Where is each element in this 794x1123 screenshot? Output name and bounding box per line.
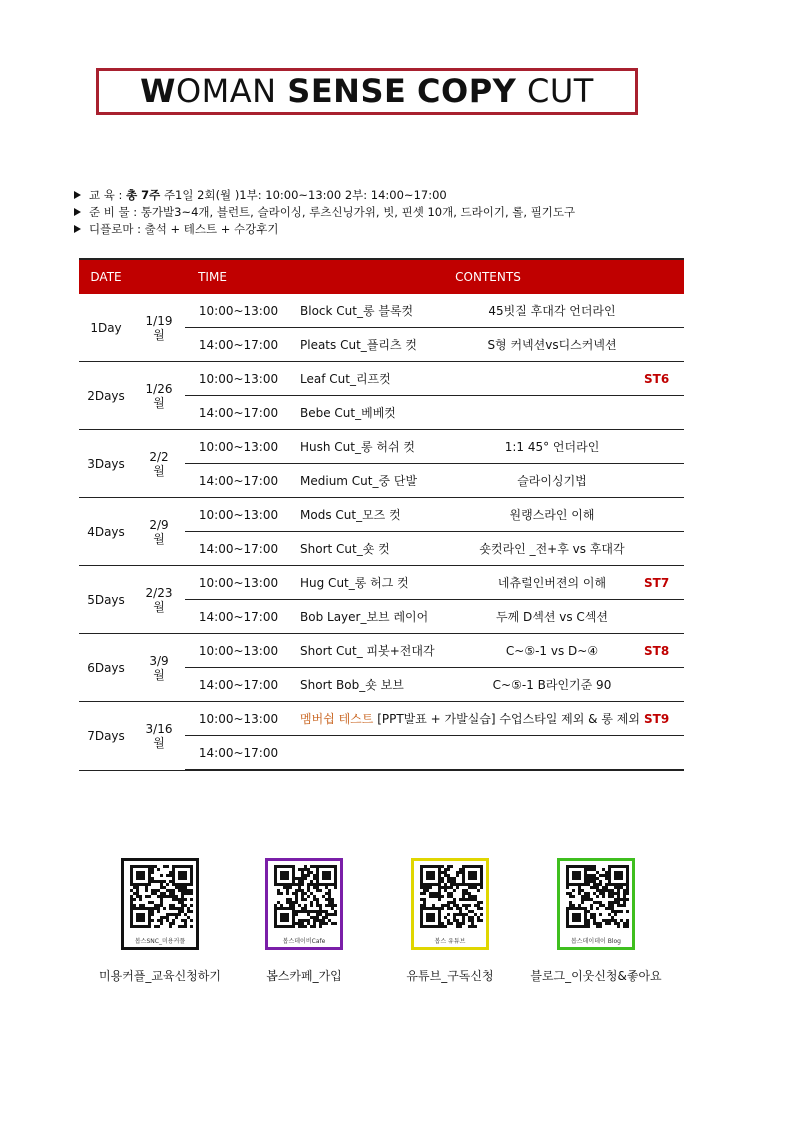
- time-cell: 10:00~13:00: [185, 362, 292, 396]
- content-cell: [292, 702, 644, 736]
- content-note: S형 커넥션vs디스커넥션: [460, 328, 644, 362]
- date-cell: [133, 498, 185, 566]
- schedule-table: [79, 258, 684, 771]
- date-text: 1/19: [145, 313, 173, 328]
- qr-code-icon: [420, 865, 483, 928]
- date-cell: [133, 702, 185, 771]
- qr-label: 미용커플_교육신청하기: [99, 969, 221, 983]
- style-test-badge: [644, 464, 684, 498]
- content-note: [460, 736, 644, 771]
- info-diploma: [74, 221, 575, 238]
- content-note: C~⑤-1 B라인기준 90: [460, 668, 644, 702]
- time-cell: 14:00~17:00: [185, 532, 292, 566]
- content-note: 원랭스라인 이해: [460, 498, 644, 532]
- qr-code[interactable]: [265, 858, 343, 950]
- style-test-badge: ST7: [644, 566, 684, 600]
- course-info: [74, 187, 575, 238]
- content-note: C~⑤-1 vs D~④: [460, 634, 644, 668]
- date-text: 2/23: [145, 585, 173, 600]
- time-cell: 14:00~17:00: [185, 736, 292, 771]
- content-title: Leaf Cut_리프컷: [292, 362, 460, 396]
- weekday-text: 월: [153, 395, 165, 410]
- style-test-badge: [644, 294, 684, 328]
- content-title: Block Cut_롱 블록컷: [292, 294, 460, 328]
- info-schedule: 주1일 2회(월 )1부: 10:00~13:00 2부: 14:00~17:00: [160, 188, 447, 202]
- content-note: 네츄럴인버젼의 이해: [460, 566, 644, 600]
- qr-label: 블로그_이웃신청&좋아요: [530, 969, 662, 983]
- table-header-row: [79, 259, 684, 294]
- qr-label: 유튜브_구독신청: [406, 969, 494, 983]
- title-copy: COPY: [417, 72, 517, 110]
- content-note: 숏컷라인 _전+후 vs 후대각: [460, 532, 644, 566]
- qr-item[interactable]: [224, 858, 384, 984]
- content-note: 1:1 45° 언더라인: [460, 430, 644, 464]
- style-test-badge: [644, 498, 684, 532]
- info-education-label: 교 육 :: [89, 188, 127, 202]
- time-cell: 14:00~17:00: [185, 328, 292, 362]
- date-cell: [133, 566, 185, 634]
- content-title: Mods Cut_모즈 컷: [292, 498, 460, 532]
- style-test-badge: [644, 532, 684, 566]
- weekday-text: 월: [153, 327, 165, 342]
- style-test-badge: [644, 736, 684, 771]
- info-supplies: [74, 204, 575, 221]
- time-cell: 10:00~13:00: [185, 634, 292, 668]
- content-title: Short Bob_숏 보브: [292, 668, 460, 702]
- title-sense: SENSE: [287, 72, 407, 110]
- time-cell: 14:00~17:00: [185, 396, 292, 430]
- style-test-badge: [644, 396, 684, 430]
- table-row: [79, 430, 684, 464]
- time-cell: 10:00~13:00: [185, 566, 292, 600]
- bullet-arrow-icon: [74, 225, 81, 233]
- content-title: [292, 736, 460, 771]
- content-title: Hug Cut_롱 허그 컷: [292, 566, 460, 600]
- qr-code-icon: [274, 865, 337, 928]
- time-cell: 10:00~13:00: [185, 294, 292, 328]
- date-text: 2/9: [149, 517, 169, 532]
- day-label: 6Days: [79, 634, 133, 702]
- content-note: [460, 396, 644, 430]
- qr-caption: 봅스SNC_미용커플: [134, 938, 186, 945]
- info-diploma-text: 디플로마 : 출석 + 테스트 + 수강후기: [89, 222, 279, 236]
- date-text: 1/26: [145, 381, 173, 396]
- style-test-badge: ST6: [644, 362, 684, 396]
- time-cell: 10:00~13:00: [185, 498, 292, 532]
- time-cell: 14:00~17:00: [185, 600, 292, 634]
- content-title: Medium Cut_중 단발: [292, 464, 460, 498]
- date-text: 2/2: [149, 449, 169, 464]
- info-weeks: 총 7주: [126, 188, 161, 202]
- style-test-badge: [644, 668, 684, 702]
- header-time: TIME: [133, 259, 292, 294]
- style-test-badge: ST8: [644, 634, 684, 668]
- title-cut: CUT: [527, 72, 594, 110]
- day-label: 5Days: [79, 566, 133, 634]
- content-title: Pleats Cut_플리츠 컷: [292, 328, 460, 362]
- membership-test-label: 멤버쉽 테스트: [300, 712, 374, 726]
- date-cell: [133, 430, 185, 498]
- style-test-badge: ST9: [644, 702, 684, 736]
- content-note: 두께 D섹션 vs C섹션: [460, 600, 644, 634]
- content-note: 슬라이싱기법: [460, 464, 644, 498]
- content-title: Bebe Cut_베베컷: [292, 396, 460, 430]
- table-row: [79, 566, 684, 600]
- qr-caption: 봅스데이비Cafe: [282, 938, 326, 945]
- bullet-arrow-icon: [74, 208, 81, 216]
- day-label: 7Days: [79, 702, 133, 771]
- day-label: 1Day: [79, 294, 133, 362]
- table-row: [79, 634, 684, 668]
- day-label: 2Days: [79, 362, 133, 430]
- weekday-text: 월: [153, 463, 165, 478]
- date-cell: [133, 362, 185, 430]
- time-cell: 10:00~13:00: [185, 430, 292, 464]
- title-w: W: [140, 72, 176, 110]
- header-contents: CONTENTS: [292, 259, 684, 294]
- qr-code[interactable]: [557, 858, 635, 950]
- date-cell: [133, 634, 185, 702]
- table-row: [79, 294, 684, 328]
- content-note: 45빗질 후대각 언더라인: [460, 294, 644, 328]
- title-oman: OMAN: [175, 72, 277, 110]
- weekday-text: 월: [153, 599, 165, 614]
- time-cell: 14:00~17:00: [185, 668, 292, 702]
- header-date: DATE: [79, 259, 133, 294]
- date-text: 3/9: [149, 653, 169, 668]
- table-row: [79, 702, 684, 736]
- qr-caption: 봅스데이데이 Blog: [571, 938, 621, 945]
- content-title: Bob Layer_보브 레이어: [292, 600, 460, 634]
- style-test-badge: [644, 600, 684, 634]
- info-education: [74, 187, 575, 204]
- qr-item[interactable]: [80, 858, 240, 984]
- date-cell: [133, 294, 185, 362]
- weekday-text: 월: [153, 667, 165, 682]
- qr-caption: 봅스 유튜브: [434, 938, 466, 945]
- bullet-arrow-icon: [74, 191, 81, 199]
- content-title: Short Cut_ 피봇+전대각: [292, 634, 460, 668]
- day-label: 3Days: [79, 430, 133, 498]
- qr-code[interactable]: [411, 858, 489, 950]
- table-row: [79, 362, 684, 396]
- weekday-text: 월: [153, 531, 165, 546]
- weekday-text: 월: [153, 735, 165, 750]
- qr-item[interactable]: [516, 858, 676, 984]
- time-cell: 10:00~13:00: [185, 702, 292, 736]
- time-cell: 14:00~17:00: [185, 464, 292, 498]
- style-test-badge: [644, 328, 684, 362]
- qr-label: 봅스카페_가입: [266, 969, 342, 983]
- day-label: 4Days: [79, 498, 133, 566]
- qr-item[interactable]: [370, 858, 530, 984]
- qr-code-icon: [130, 865, 193, 928]
- qr-code-icon: [566, 865, 629, 928]
- content-text: [PPT발표 + 가발실습] 수업스타일 제외 & 롱 제외: [373, 712, 640, 726]
- qr-code[interactable]: [121, 858, 199, 950]
- schedule-body: [79, 294, 684, 770]
- page-title: [96, 68, 638, 115]
- info-supplies-text: 준 비 물 : 통가발3~4개, 블런트, 슬라이싱, 루츠신닝가위, 빗, 핀셋 10개, 드라이기, 롤, 필기도구: [89, 205, 576, 219]
- content-title: Short Cut_숏 컷: [292, 532, 460, 566]
- style-test-badge: [644, 430, 684, 464]
- content-note: [460, 362, 644, 396]
- date-text: 3/16: [145, 721, 173, 736]
- table-row: [79, 498, 684, 532]
- content-title: Hush Cut_롱 허쉬 컷: [292, 430, 460, 464]
